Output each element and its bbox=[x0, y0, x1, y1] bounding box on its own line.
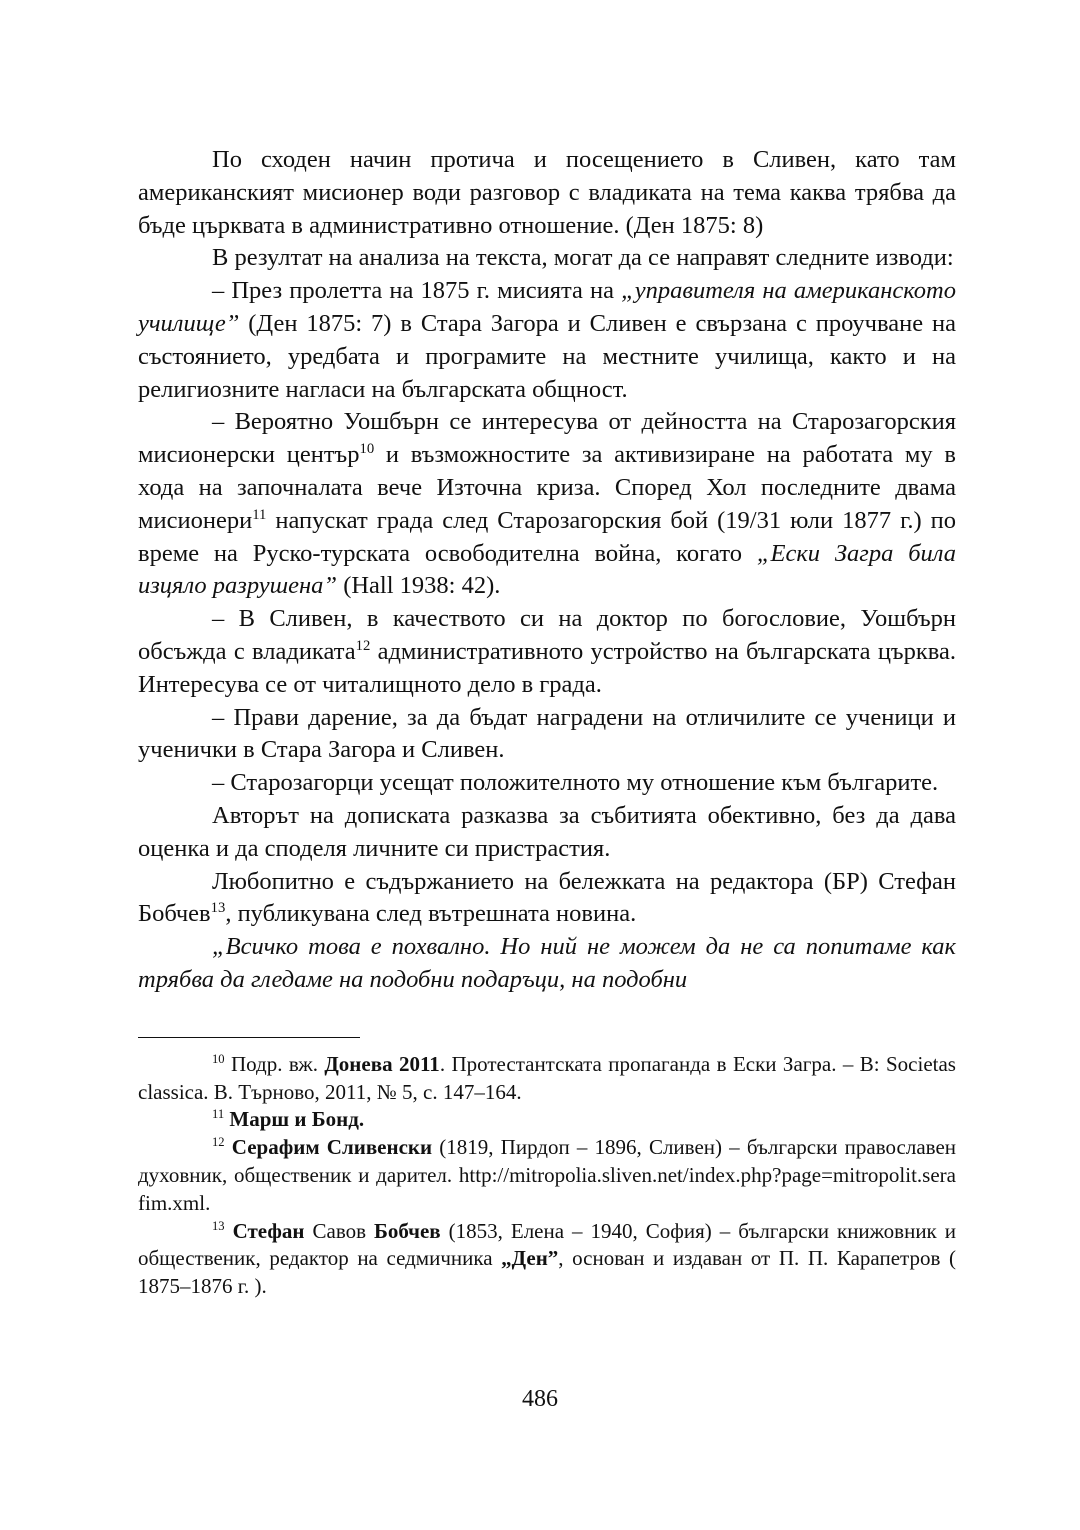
paragraph-4-text-c: напускат града след Старозагорския бой (19/31 юли 1877 г.) по време на Руско-турската освободителна война, когато bbox=[138, 506, 956, 567]
footnote-13-number: 13 bbox=[212, 1218, 225, 1233]
footnote-ref-13: 13 bbox=[210, 900, 226, 917]
footnote-12-url: http://mitropolia.sliven.net/index.php?page=mitropolit.serafim.xml. bbox=[138, 1162, 956, 1215]
paragraph-5-text-b: административното устройство на българската църква. Интересува се от читалищното дело в града. bbox=[138, 637, 956, 698]
footnote-11-author: Марш и Бонд. bbox=[229, 1107, 365, 1132]
footnote-10-author: Донева 2011 bbox=[324, 1051, 440, 1076]
footnote-11-number: 11 bbox=[212, 1107, 225, 1122]
paragraph-8: Авторът на дописката разказва за събитията обективно, без да дава оценка и да споделя личните си пристрастия. bbox=[138, 801, 956, 862]
footnote-10-text-b: . Протестантската пропаганда в Ески Загра. – В: Societas classica. В. Търново, 2011, № 5, с. 147–164. bbox=[138, 1051, 956, 1104]
paragraph-4-text-b: и възможностите за активизиране на работата му в хода на започналата вече Източна криза. Според Хол последните двама мисионери bbox=[138, 441, 956, 534]
footnote-divider bbox=[138, 1037, 360, 1038]
footnote-13-text-b: (1853, Елена – 1940, София) – български книжовник и общественик, редактор на седмичника bbox=[138, 1218, 956, 1271]
footnote-ref-10: 10 bbox=[359, 441, 375, 458]
page-number: 486 bbox=[522, 1386, 558, 1412]
footnote-12 bbox=[138, 1134, 956, 1217]
footnote-11 bbox=[138, 1106, 956, 1134]
paragraph-5 bbox=[138, 603, 956, 701]
paragraph-7: – Старозагорци усещат положителното му отношение към българите. bbox=[212, 769, 939, 797]
page-content bbox=[138, 144, 956, 1301]
footnote-ref-12: 12 bbox=[355, 637, 371, 654]
paragraph-4 bbox=[138, 406, 956, 603]
paragraph-2: В резултат на анализа на текста, могат да се направят следните изводи: bbox=[212, 244, 954, 272]
footnote-13-first-name: Стефан bbox=[232, 1218, 305, 1243]
paragraph-9-text-b: , публикувана след вътрешната новина. bbox=[225, 900, 637, 928]
footnote-10 bbox=[138, 1051, 956, 1107]
paragraph-3-text-c: (Ден 1875: 7) в Стара Загора и Сливен е свързана с проучване на състоянието, уредбата и програмите на местните училища, както и на религиозните нагласи на българската общност. bbox=[138, 309, 956, 403]
footnote-12-text: (1819, Пирдоп – 1896, Сливен) – български православен духовник, общественик и дарител. bbox=[138, 1135, 957, 1187]
paragraph-5-text-a: – В Сливен, в качеството си на доктор по богословие, Уошбърн обсъжда с владиката bbox=[138, 605, 956, 665]
footnote-ref-11: 11 bbox=[252, 506, 267, 523]
paragraph-9 bbox=[138, 866, 956, 932]
footnote-12-number: 12 bbox=[212, 1135, 225, 1150]
paragraph-3-quote: „управителя на американското училище” bbox=[138, 277, 956, 337]
paragraph-3 bbox=[138, 275, 956, 406]
footnote-10-number: 10 bbox=[212, 1051, 225, 1066]
main-text bbox=[138, 144, 956, 997]
footnotes bbox=[138, 1051, 956, 1301]
footnote-13-text-a: Савов bbox=[304, 1218, 375, 1243]
paragraph-4-text-a: – Вероятно Уошбърн се интересува от дейността на Старозагорския мисионерски център bbox=[138, 408, 956, 469]
paragraph-9-text-a: Любопитно е съдържанието на бележката на редактора (БР) Стефан Бобчев bbox=[138, 867, 956, 928]
footnote-13-text-c: , основан и издаван от П. П. Карапетров ( 1875–1876 г. ). bbox=[138, 1246, 956, 1299]
paragraph-1: По сходен начин протича и посещението в Сливен, като там американският мисионер води разговор с владиката на тема каква трябва да бъде църквата в административно отношение. (Ден 1875: 8) bbox=[138, 146, 956, 239]
paragraph-3-text-a: – През пролетта на 1875 г. мисията на bbox=[212, 277, 622, 305]
footnote-13-surname: Бобчев bbox=[374, 1218, 441, 1243]
footnote-12-name: Серафим Сливенски bbox=[231, 1135, 433, 1160]
paragraph-4-quote: „Ески Загра била изцяло разрушена” bbox=[138, 539, 956, 600]
paragraph-10-quote: „Всичко това е похвално. Но ний не можем да не са попитаме как трябва да гледаме на подобни подаръци, на подобни bbox=[138, 933, 956, 993]
footnote-10-text-a: Подр. вж. bbox=[224, 1051, 325, 1076]
paragraph-4-text-e: (Hall 1938: 42). bbox=[337, 572, 501, 600]
footnote-13 bbox=[138, 1218, 956, 1301]
footnote-13-newspaper: „Ден” bbox=[501, 1246, 559, 1271]
paragraph-6: – Прави дарение, за да бъдат наградени на отличилите се ученици и ученички в Стара Загора и Сливен. bbox=[138, 703, 956, 764]
